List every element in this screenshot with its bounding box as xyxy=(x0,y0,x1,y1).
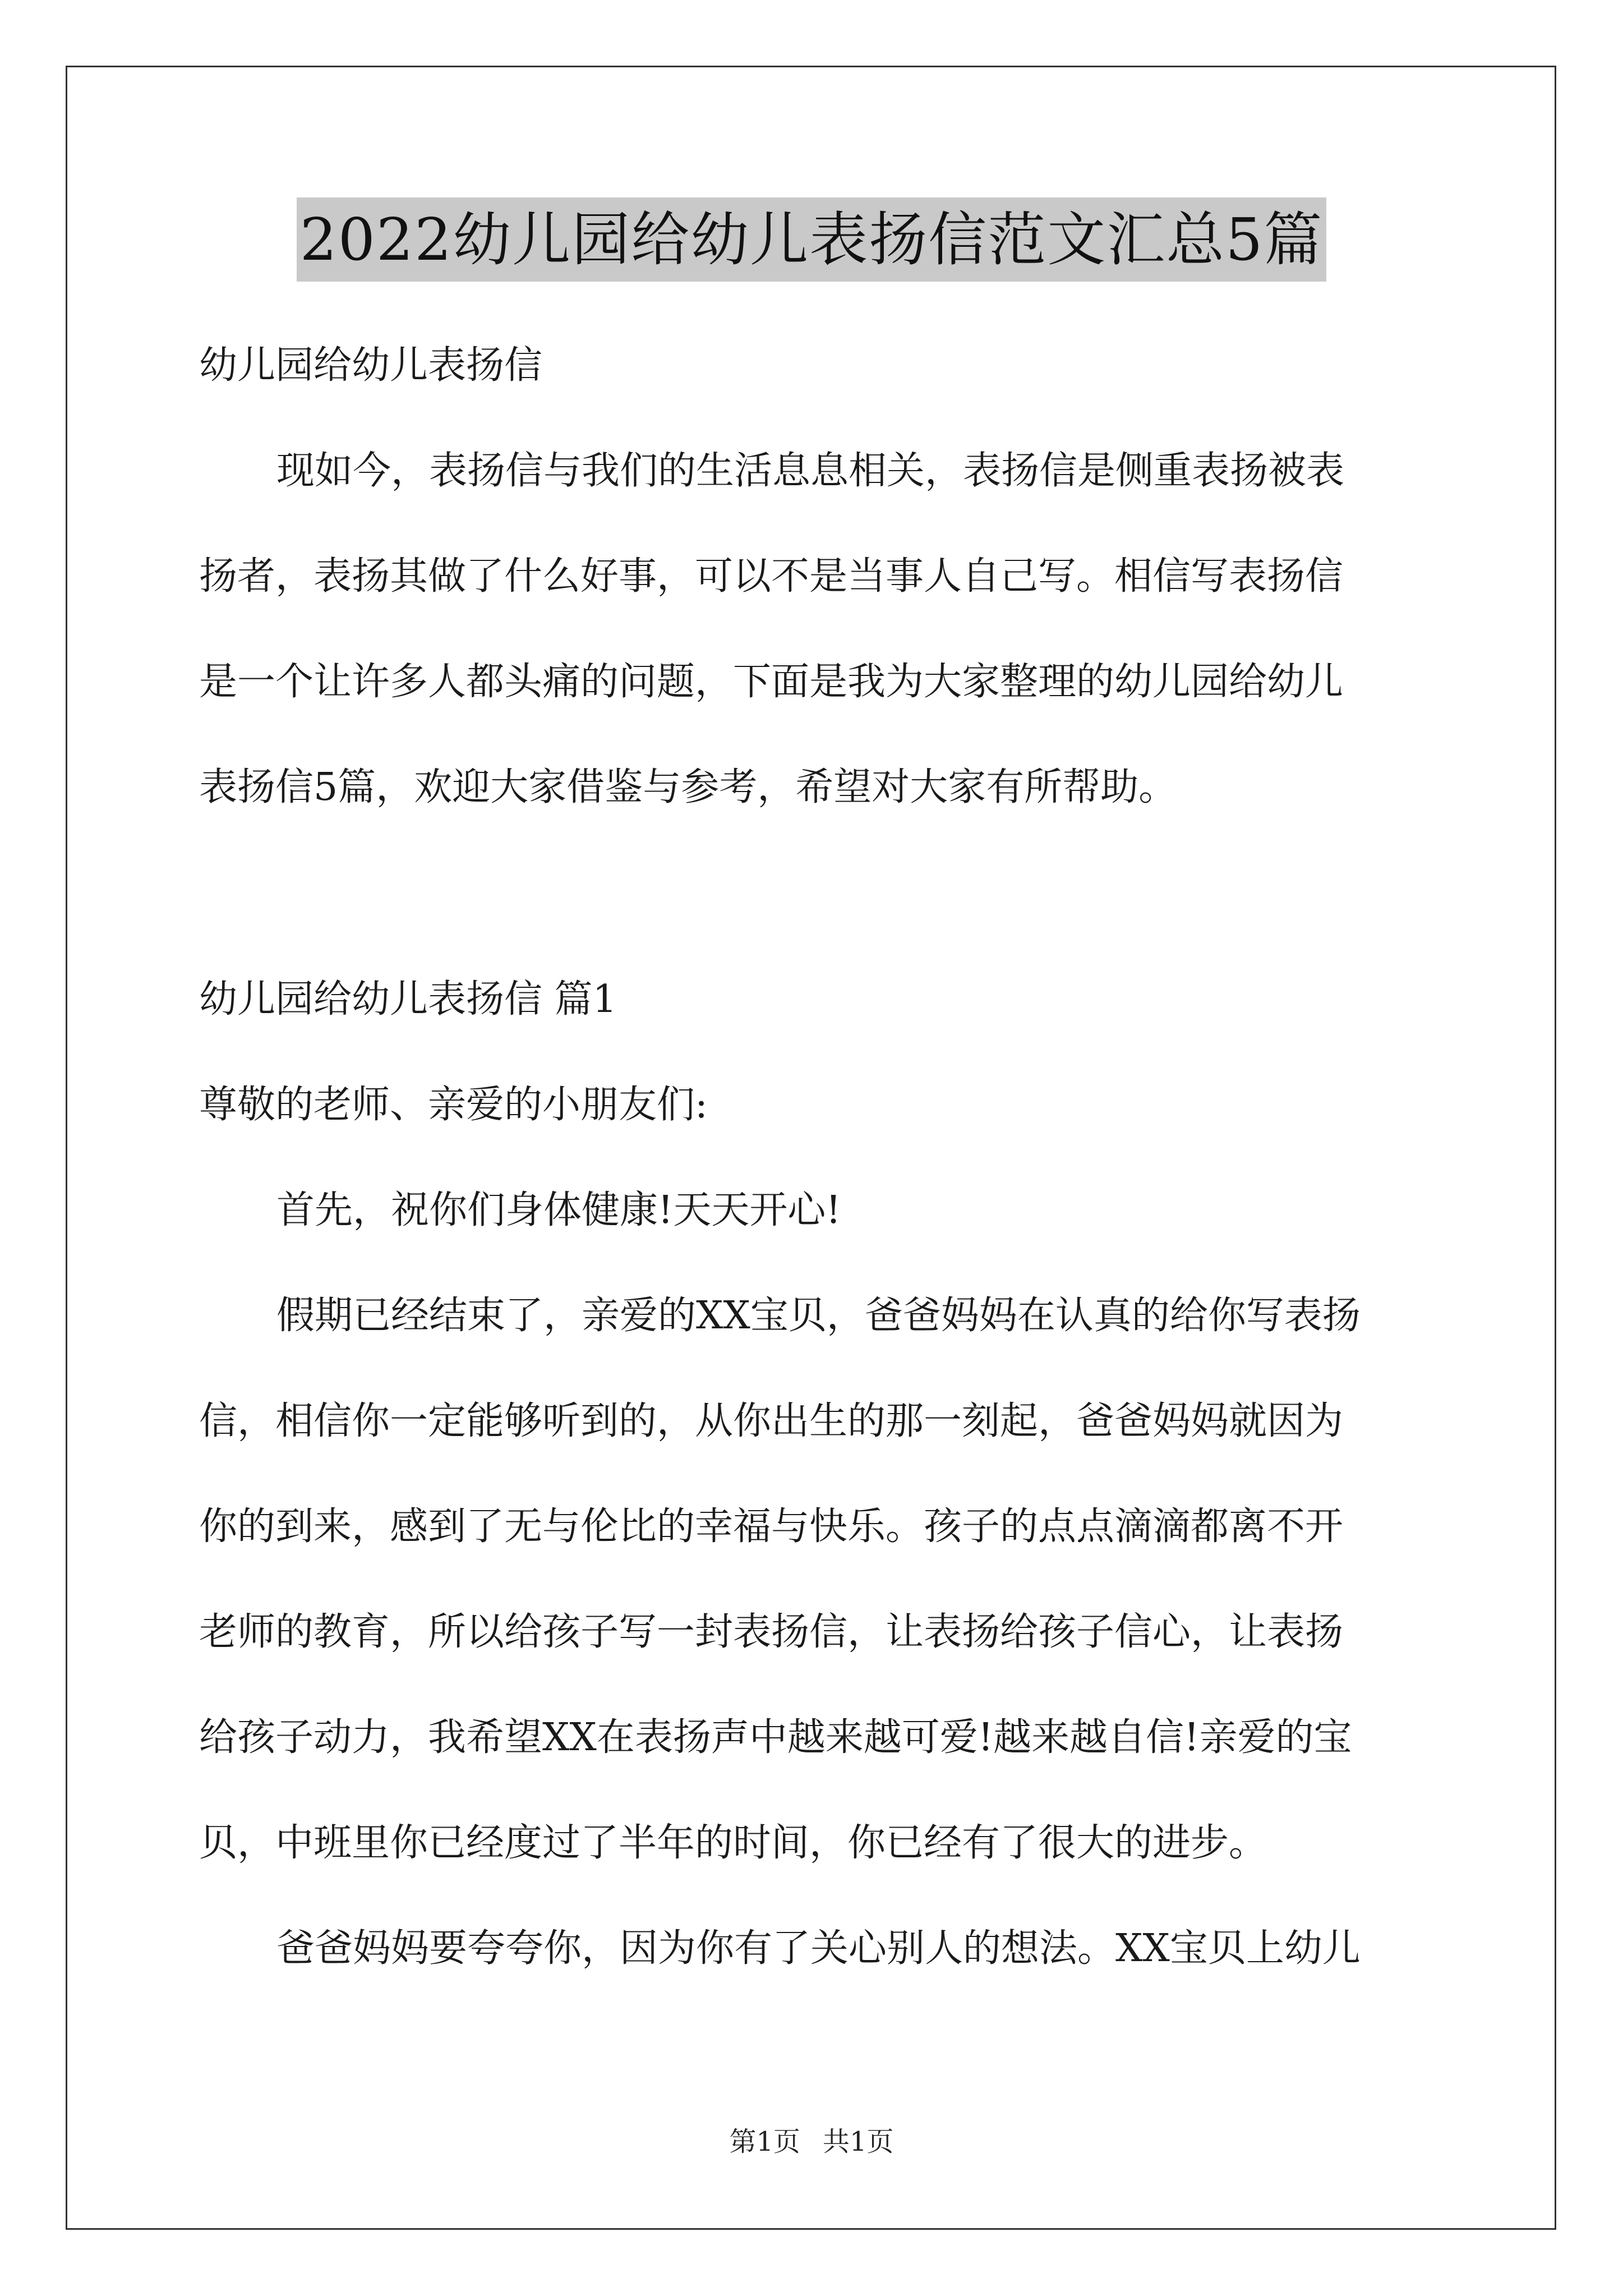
intro-heading: 幼儿园给幼儿表扬信 xyxy=(199,343,543,388)
paragraph-line: 贝，中班里你已经度过了半年的时间，你已经有了很大的进步。 xyxy=(199,1821,1267,1865)
page-total: 共1页 xyxy=(823,2126,894,2157)
section-heading: 幼儿园给幼儿表扬信 篇1 xyxy=(199,977,617,1022)
document-title: 2022幼儿园给幼儿表扬信范文汇总5篇 xyxy=(297,197,1327,282)
paragraph-line: 给孩子动力，我希望XX在表扬声中越来越可爱!越来越自信!亲爱的宝 xyxy=(199,1715,1352,1760)
intro-line: 是一个让许多人都头痛的问题，下面是我为大家整理的幼儿园给幼儿 xyxy=(199,660,1344,704)
intro-line: 扬者，表扬其做了什么好事，可以不是当事人自己写。相信写表扬信 xyxy=(199,554,1344,599)
document-body xyxy=(199,339,1433,1975)
paragraph-line: 老师的教育，所以给孩子写一封表扬信，让表扬给孩子信心，让表扬 xyxy=(199,1610,1344,1654)
salutation: 尊敬的老师、亲爱的小朋友们: xyxy=(199,1083,708,1127)
intro-line: 现如今，表扬信与我们的生活息息相关，表扬信是侧重表扬被表 xyxy=(276,449,1345,493)
page-footer xyxy=(0,2125,1623,2159)
intro-paragraph xyxy=(199,445,1433,813)
paragraph-line: 信，相信你一定能够听到的，从你出生的那一刻起，爸爸妈妈就因为 xyxy=(199,1399,1344,1443)
intro-line: 表扬信5篇，欢迎大家借鉴与参考，希望对大家有所帮助。 xyxy=(199,765,1177,809)
paragraph-line: 假期已经结束了，亲爱的XX宝贝，爸爸妈妈在认真的给你写表扬 xyxy=(276,1294,1361,1338)
section-gap xyxy=(199,867,1433,973)
letter-paragraph-1 xyxy=(199,1290,1433,1869)
page-number: 第1页 xyxy=(729,2126,800,2157)
title-wrap xyxy=(0,197,1623,282)
paragraph-line: 你的到来，感到了无与伦比的幸福与快乐。孩子的点点滴滴都离不开 xyxy=(199,1504,1344,1549)
letter-paragraph-2-line: 爸爸妈妈要夸夸你，因为你有了关心别人的想法。XX宝贝上幼儿 xyxy=(276,1926,1361,1971)
greeting: 首先，祝你们身体健康!天天开心! xyxy=(276,1188,841,1232)
